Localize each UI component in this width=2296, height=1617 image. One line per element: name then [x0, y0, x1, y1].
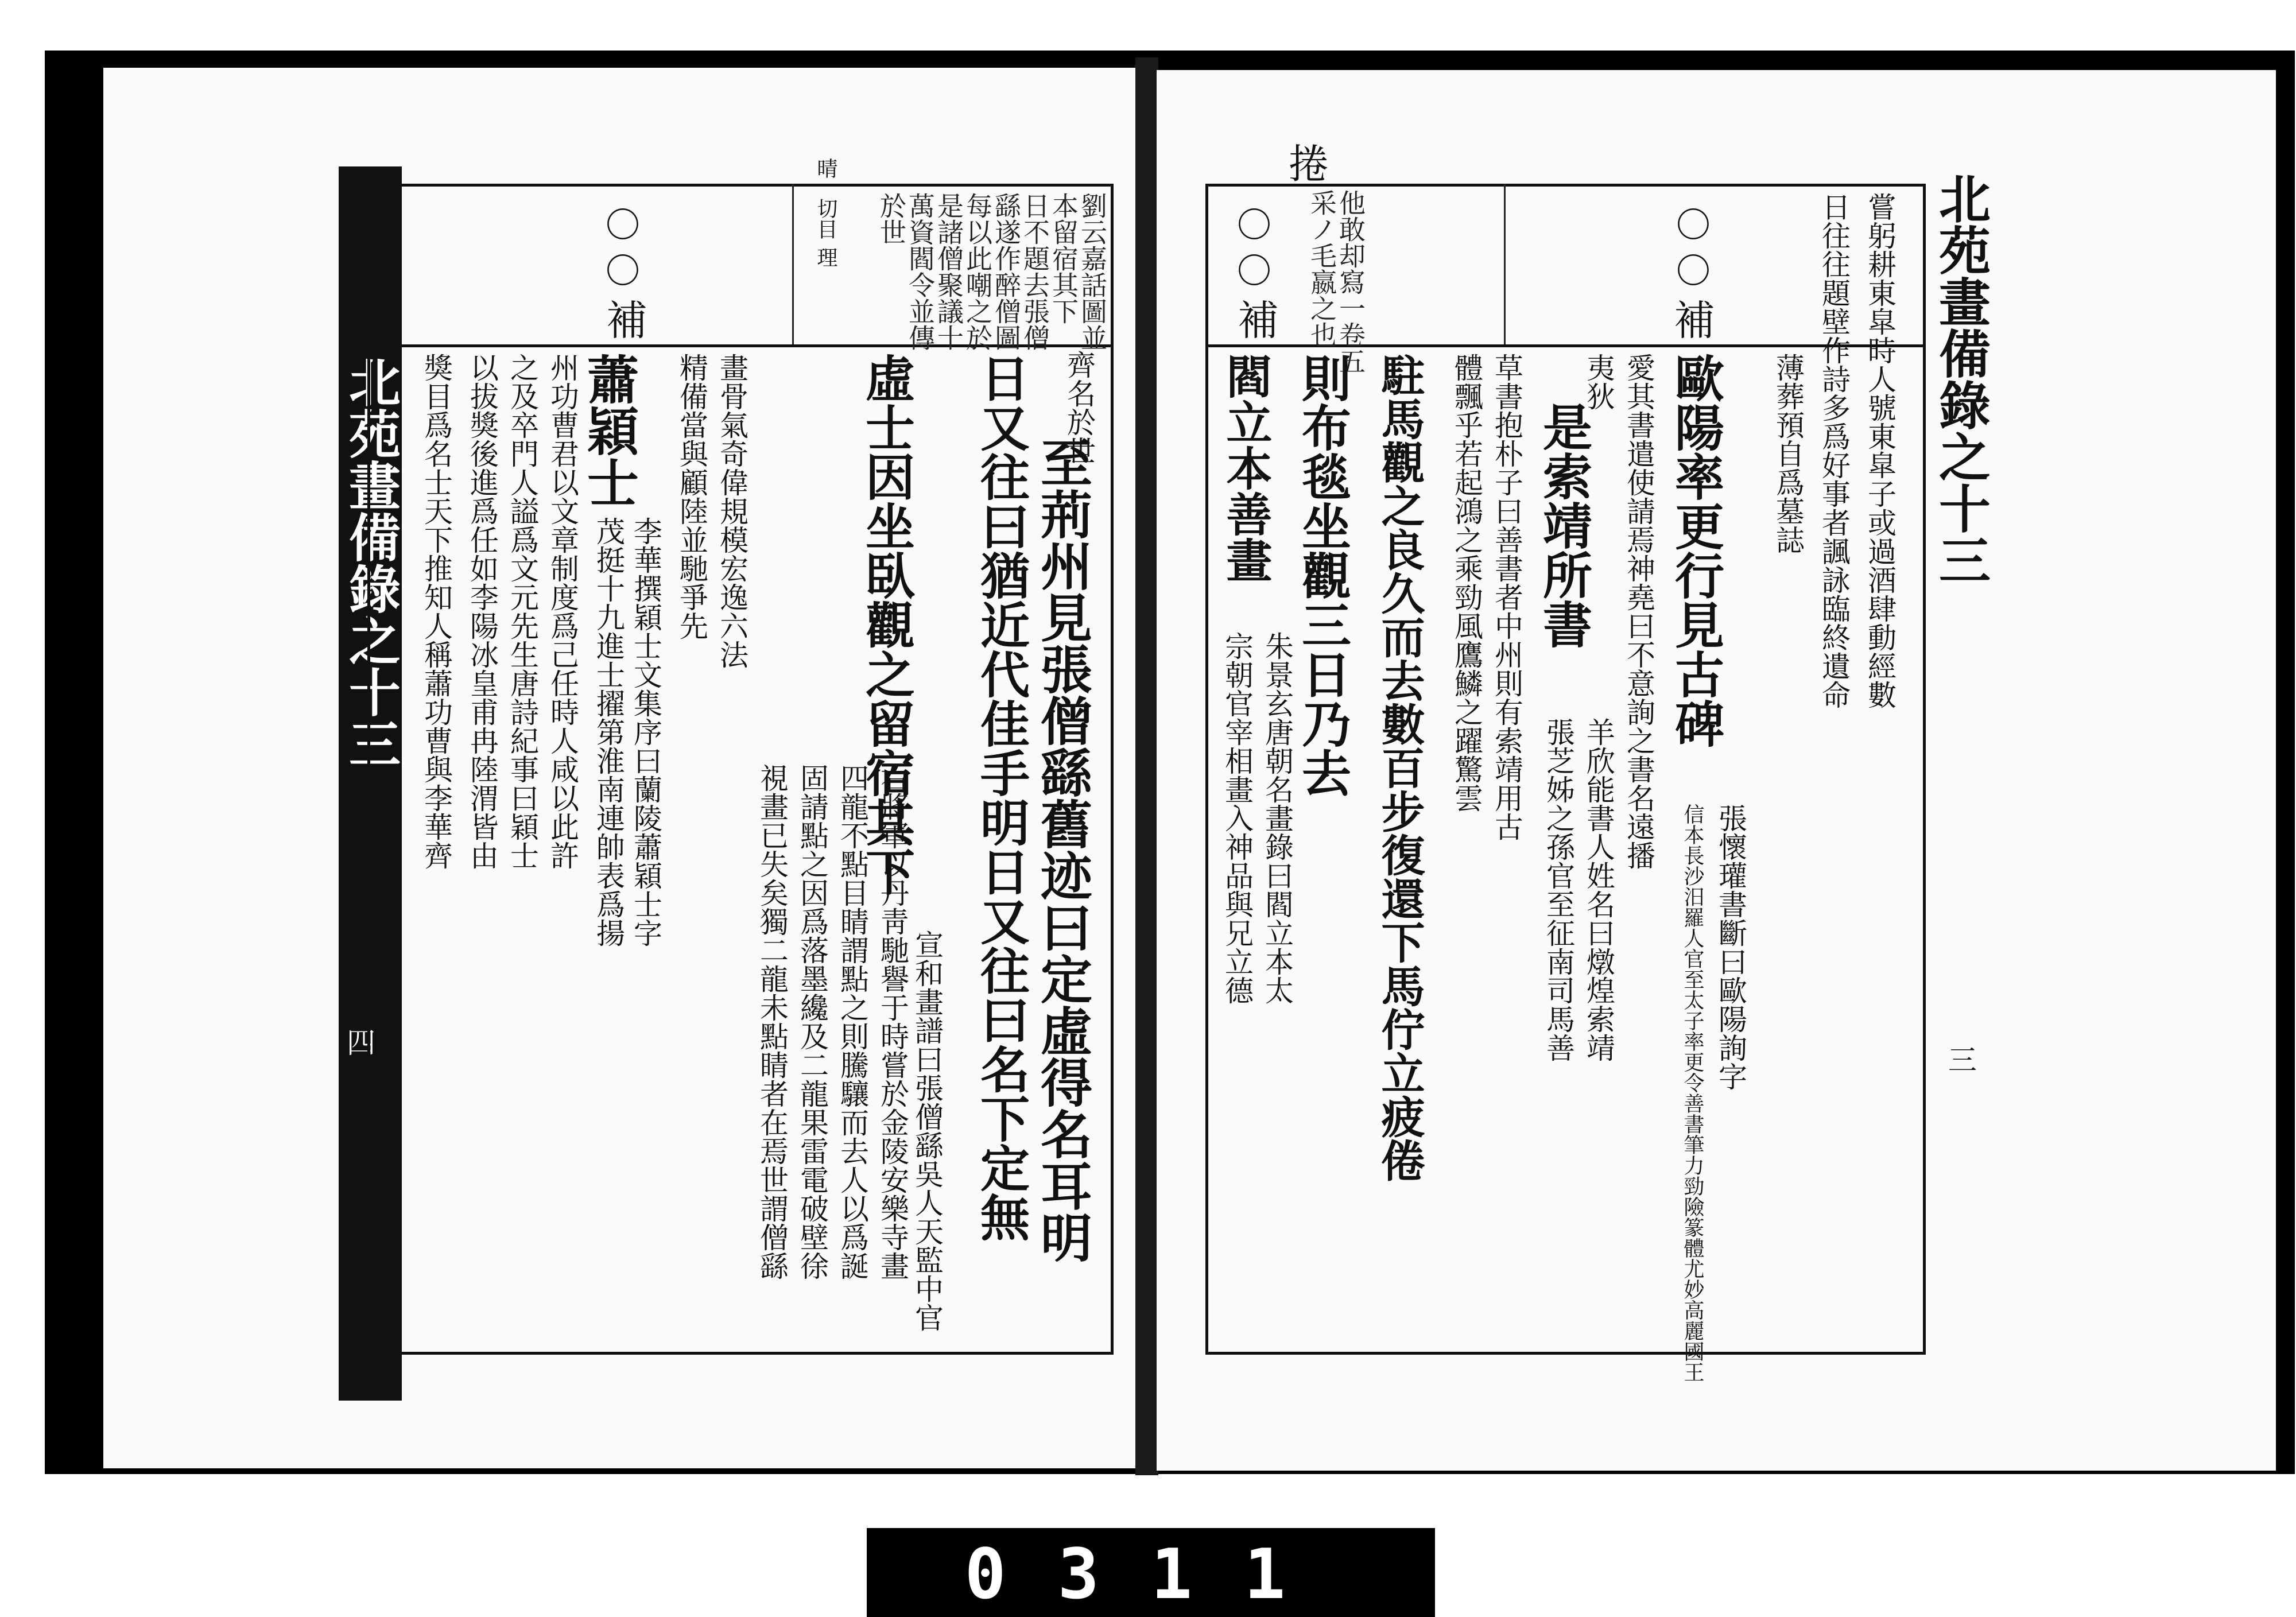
right-text-column: 宗朝官宰相畫入神品與兄立德	[1220, 631, 1254, 1005]
book-gutter	[1135, 57, 1158, 1475]
right-text-column: 草書抱朴子曰善書者中州則有索靖用古	[1490, 353, 1523, 841]
left-margin-note-6: 是諸僧聚議十	[933, 192, 964, 351]
right-margin-note-1: 他敢却寫一卷五	[1335, 189, 1366, 374]
left-text-column: 精備當與顧陸並馳爭先	[675, 353, 708, 640]
left-header-circle-1: 〇	[600, 207, 640, 241]
left-text-column: 獎目爲名士天下推知人稱蕭功曹與李華齊	[420, 353, 453, 870]
right-text-column: 夷狄	[1582, 353, 1615, 410]
right-text-column: 信本長沙汨羅人官至太子率更令善書筆力勁險篆體尤妙高麗國王	[1681, 804, 1704, 1382]
right-text-column: 駐馬觀之良久而去數百步復還下馬佇立疲倦	[1374, 353, 1425, 1182]
left-text-column: 固請點之因爲落墨纔及二龍果雷電破壁徐	[796, 763, 829, 1280]
right-text-column: 歐陽率更行見古碑	[1666, 353, 1724, 748]
left-header-divider	[792, 184, 794, 344]
right-text-column: 嘗躬耕東皐時人號東皐子或過酒肆動經數	[1863, 192, 1896, 709]
left-text-column: 右將軍以丹靑馳譽于時嘗於金陵安樂寺畫	[876, 763, 909, 1280]
right-header-divider	[1504, 184, 1506, 344]
left-text-column: 虛士因坐臥觀之留宿其下	[857, 353, 915, 896]
left-margin-note-8: 於世	[876, 192, 907, 245]
right-text-column: 日往往題壁作詩多爲好事者諷詠臨終遺命	[1817, 192, 1851, 709]
right-top-mark: 捲	[1289, 141, 1329, 188]
left-margin-note-7: 萬資閻令並傳	[905, 192, 936, 351]
right-header-bu: 補	[1231, 298, 1279, 340]
left-text-column: 至荊州見張僧繇舊迹曰定虛得名耳明	[1031, 436, 1092, 1263]
right-spine-title: 北苑畫備錄之十三	[1930, 172, 1991, 585]
left-text-column: 蕭穎士	[578, 353, 639, 508]
left-text-column: 四龍不點目睛謂點之則騰驤而去人以爲誕	[836, 763, 869, 1280]
left-text-column: 日又往曰猶近代佳手明日又往曰名下定無	[972, 353, 1030, 1242]
right-text-column: 則布毯坐觀三日乃去	[1293, 353, 1351, 797]
right-header2-circle-2: 〇	[1670, 253, 1711, 287]
left-spine-title: 北苑畫備錄之十三	[340, 356, 401, 769]
left-header-circle-2: 〇	[600, 253, 640, 287]
right-text-column: 愛其書遣使請焉神堯曰不意詢之書名遠播	[1622, 353, 1655, 870]
left-text-column: 州功曹君以文章制度爲己任時人咸以此許	[546, 353, 579, 870]
film-number-strip	[867, 1528, 1435, 1617]
left-spine-page: 四	[342, 1027, 375, 1056]
left-margin-note-1: 劉云嘉話圖並	[1077, 192, 1108, 351]
right-text-column: 張懷瓘書斷曰歐陽詢字	[1714, 804, 1747, 1091]
right-header2-circle-1: 〇	[1670, 207, 1711, 241]
left-text-column: 以拔獎後進爲任如李陽冰皇甫冉陸渭皆由	[466, 353, 499, 870]
film-number: 0311	[964, 1535, 1337, 1615]
left-text-column: 畫骨氣奇偉規模宏逸六法	[715, 353, 748, 669]
left-margin-note-4: 繇遂作醉僧圖	[991, 192, 1022, 351]
right-header-circle-1: 〇	[1231, 207, 1271, 241]
right-text-column: 朱景玄唐朝名畫錄曰閻立本太	[1261, 631, 1294, 1005]
right-header2-bu: 補	[1667, 298, 1715, 340]
right-text-column: 薄葬預自爲墓誌	[1771, 353, 1805, 554]
left-text-column: 李華撰穎士文集序曰蘭陵蕭穎士字	[629, 517, 662, 947]
left-margin-small-2: 切目	[814, 198, 837, 239]
left-margin-note-2: 本留宿其下	[1048, 192, 1079, 324]
right-text-column: 閻立本善畫	[1219, 353, 1273, 583]
left-text-column: 茂挺十九進士擢第淮南連帥表爲揚	[592, 517, 625, 947]
right-text-column: 是索靖所書	[1534, 402, 1592, 649]
left-margin-small-1: 晴	[814, 158, 837, 179]
left-margin-small-3: 理	[814, 247, 837, 267]
left-text-column: 齊名於世	[1062, 350, 1096, 465]
right-spine-page: 三	[1944, 1045, 1977, 1073]
left-margin-note-3: 日不題去張僧	[1019, 192, 1050, 351]
left-header-bu: 補	[599, 298, 647, 340]
right-text-column: 體飄乎若起鴻之乘勁風鷹鱗之躍驚雲	[1450, 353, 1483, 812]
left-text-column: 之及卒門人謚爲文元先生唐詩紀事曰穎士	[506, 353, 539, 870]
left-text-column: 宣和畫譜曰張僧繇吳人天監中官	[910, 930, 944, 1332]
right-header-circle-2: 〇	[1231, 253, 1271, 287]
right-text-column: 羊欣能書人姓名曰燉煌索靖	[1582, 718, 1615, 1062]
left-margin-note-5: 每以此嘲之於	[962, 192, 993, 351]
right-text-column: 張芝姊之孫官至征南司馬善	[1542, 718, 1575, 1062]
left-text-column: 視畫已失矣獨二龍未點睛者在焉世謂僧繇	[755, 763, 789, 1280]
right-margin-note-2: 采ノ毛嬴之也	[1306, 189, 1337, 348]
